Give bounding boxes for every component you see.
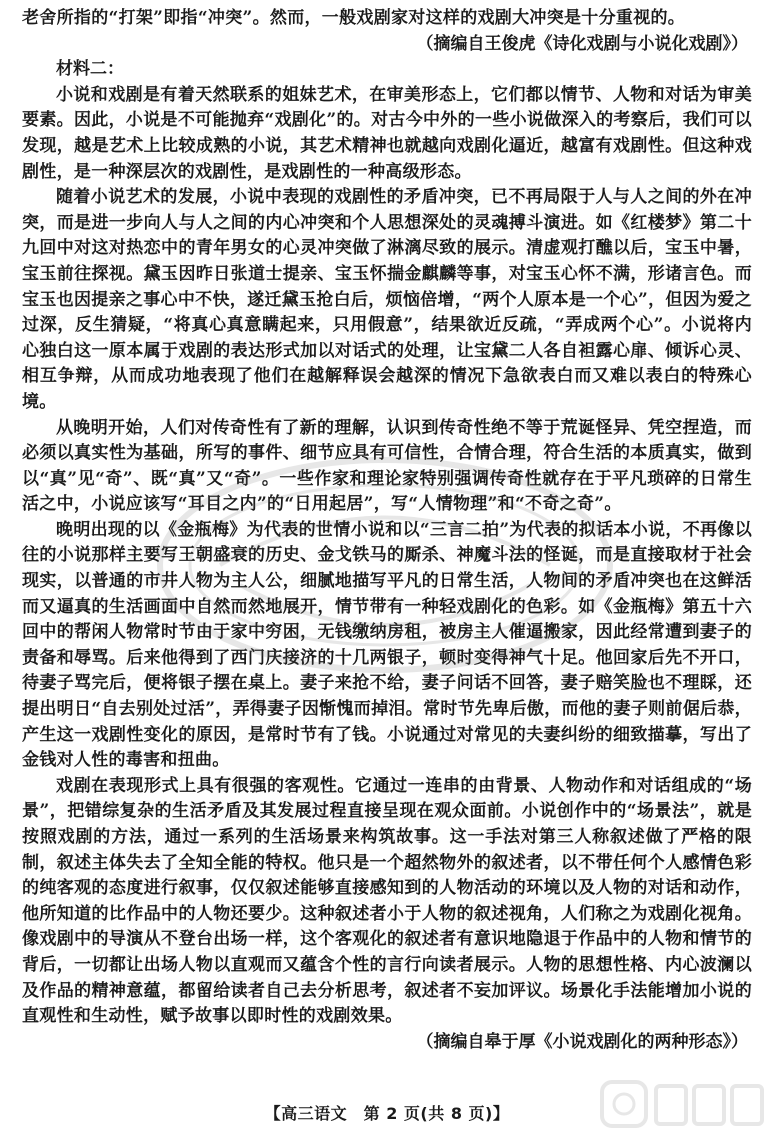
paragraph-1: 小说和戏剧是有着天然联系的姐妹艺术，在审美形态上，它们都以情节、人物和对话为审美要素。因此，小说是不可能抛弃“戏剧化”的。对古今中外的一些小说做深入的考察后，我们可以发现，越是艺术上比较成熟的小说，其艺术精神也就越向戏剧化逼近，越富有戏剧性。但这种戏剧性，是一种深层次的戏剧性，是戏剧性的一种高级形态。 xyxy=(22,84,752,182)
paragraph-2: 随着小说艺术的发展，小说中表现的戏剧性的矛盾冲突，已不再局限于人与人之间的外在冲突，而是进一步向人与人之间的内心冲突和个人思想深处的灵魂搏斗演进。如《红楼梦》第二十九回中对这对热恋中的青年男女的心灵冲突做了淋漓尽致的展示。清虚观打醮以后，宝玉中暑，宝玉前往探视。黛玉因昨日张道士提亲、宝玉怀揣金麒麟等事，对宝玉心怀不满，形诸言色。而宝玉也因提亲之事心中不快，遂迁黛玉抢白后，烦恼倍增，“两个人原本是一个心”，但因为爱之过深，反生猜疑，“将真心真意瞒起来，只用假意”，结果欲近反疏，“弄成两个心”。小说将内心独白这一原本属于戏剧的表达形式加以对话式的处理，让宝黛二人各自袒露心扉、倾诉心灵、相互争辩，从而成功地表现了他们在越解释误会越深的情况下急欲表白而又难以表白的特殊心境。 xyxy=(22,187,752,412)
paragraph-5: 戏剧在表现形式上具有很强的客观性。它通过一连串的由背景、人物动作和对话组成的“场景”，把错综复杂的生活矛盾及其发展过程直接呈现在观众面前。小说创作中的“场景法”，就是按照戏剧的方法，通过一系列的生活场景来构筑故事。这一手法对第三人称叙述做了严格的限制，叙述主体失去了全知全能的特权。他只是一个超然物外的叙述者，以不带任何个人感情色彩的纯客观的态度进行叙事，仅仅叙述能够直接感知到的人物活动的环境以及人物的对话和动作，他所知道的比作品中的人物还要少。这种叙述者小于人物的叙述视角，人们称之为戏剧化视角。像戏剧中的导演从不登台出场一样，这个客观化的叙述者有意识地隐退于作品中的人物和情节的背后，一切都让出场人物以直观而又蕴含个性的言行向读者展示。人物的思想性格、内心波澜以及作品的精神意蕴，都留给读者自己去分析思考，叙述者不妄加评议。场景化手法能增加小说的直观性和生动性，赋予故事以即时性的戏剧效果。 xyxy=(22,775,752,1027)
opening-line: 老舍所指的“打架”即指“冲突”。然而，一般戏剧家对这样的戏剧大冲突是十分重视的。 xyxy=(22,8,686,28)
citation-2: （摘编自皋于厚《小说戏剧化的两种形态》） xyxy=(416,1031,748,1052)
page-footer: 【高三语文 第 2 页(共 8 页)】 xyxy=(264,1104,510,1123)
paragraph-4: 晚明出现的以《金瓶梅》为代表的世情小说和以“三言二拍”为代表的拟话本小说，不再像以往的小说那样主要写王朝盛衰的历史、金戈铁马的厮杀、神魔斗法的怪诞，而是直接取材于社会现实，以普通的市井人物为主人公，细腻地描写平凡的日常生活，人物间的矛盾冲突也在这鲜活而又逼真的生活画面中自然而然地展开，情节带有一种轻戏剧化的色彩。如《金瓶梅》第五十六回中的帮闲人物常时节由于家中穷困，无钱缴纳房租，被房主人催逼搬家，因此经常遭到妻子的责备和辱骂。后来他得到了西门庆接济的十几两银子，顿时变得神气十足。他回家后先不开口，待妻子骂完后，便将银子摆在桌上。妻子来抢不给，妻子问话不回答，妻子赔笑脸也不理睬，还提出明日“自去别处过活”，弄得妻子因惭愧而掉泪。常时节先卑后傲，而他的妻子则前倨后恭，产生这一戏剧性变化的原因，是常时节有了钱。小说通过对常见的夫妻纠纷的细致描摹，写出了金钱对人性的毒害和扭曲。 xyxy=(22,519,752,771)
citation-1: （摘编自王俊虎《诗化戏剧与小说化戏剧》） xyxy=(416,33,748,54)
paragraph-3: 从晚明开始，人们对传奇性有了新的理解，认识到传奇性绝不等于荒诞怪异、凭空捏造，而必须以真实性为基础，所写的事件、细节应具有可信性，合情合理，符合生活的本质真实，做到以“真”见“奇”、既“真”又“奇”。一些作家和理论家特别强调传奇性就存在于平凡琐碎的日常生活之中，小说应该写“耳目之内”的“日用起居”，写“人情物理”和“不奇之奇”。 xyxy=(22,417,752,515)
material-heading: 材料二： xyxy=(56,59,124,80)
